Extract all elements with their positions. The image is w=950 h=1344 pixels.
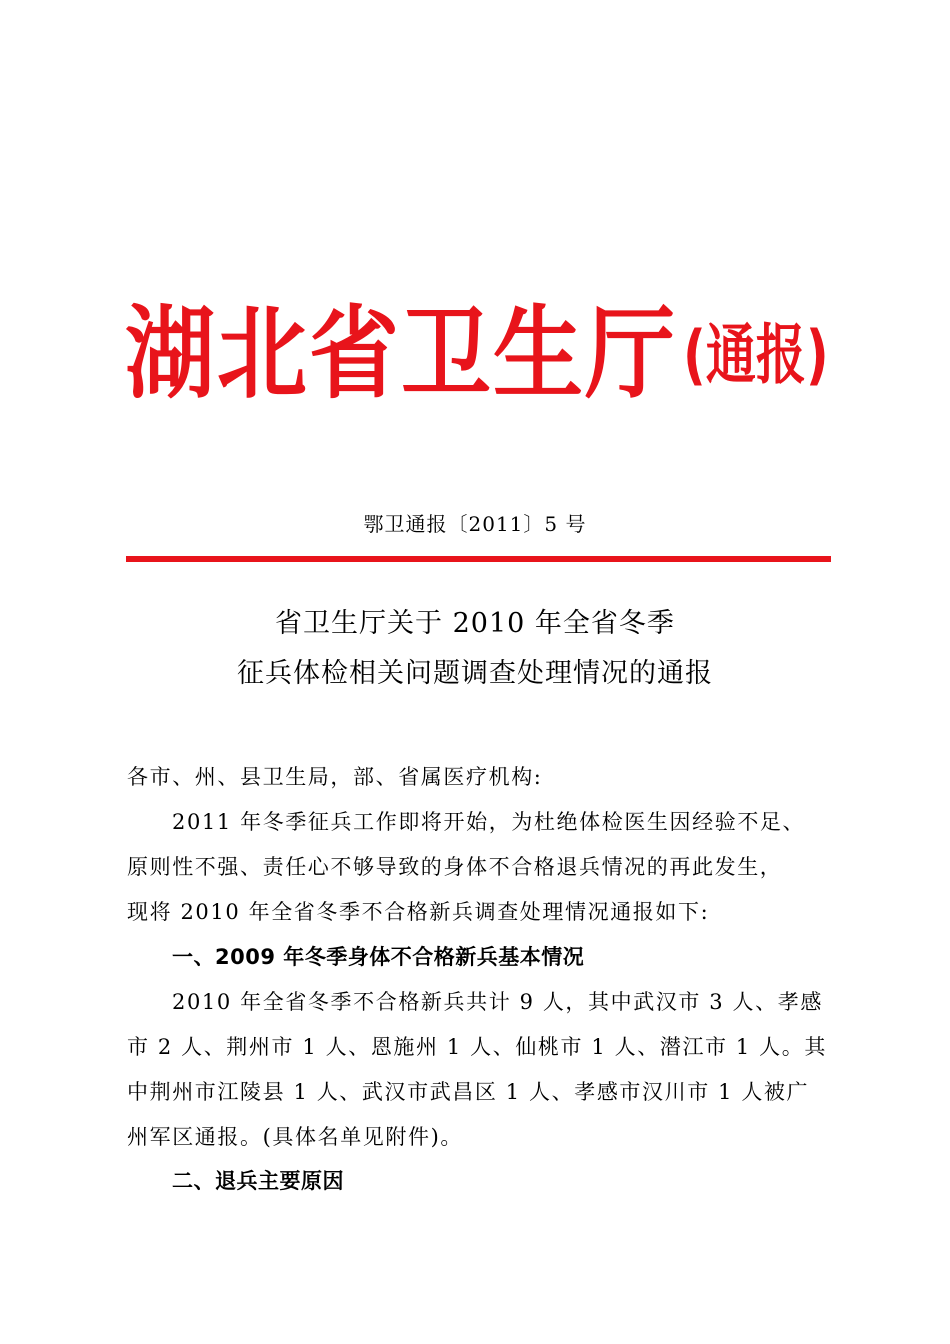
document-number: 鄂卫通报〔2011〕5 号 [363, 512, 587, 536]
paragraph-2-line: 州军区通报。(具体名单见附件)。 [127, 1125, 463, 1149]
issuing-organization: 湖北省卫生厅 [125, 295, 677, 414]
document-title-line-2: 征兵体检相关问题调查处理情况的通报 [237, 658, 713, 689]
red-divider-line [126, 556, 831, 562]
salutation: 各市、州、县卫生局，部、省属医疗机构: [127, 765, 543, 789]
paragraph-2-line: 中荆州市江陵县 1 人、武汉市武昌区 1 人、孝感市汉川市 1 人被广 [127, 1080, 810, 1104]
paragraph-2-line: 市 2 人、荆州市 1 人、恩施州 1 人、仙桃市 1 人、潜江市 1 人。其 [127, 1035, 827, 1059]
document-type-label: (通报) [683, 317, 829, 393]
paragraph-1-line: 2011 年冬季征兵工作即将开始，为杜绝体检医生因经验不足、 [172, 810, 806, 834]
section-1-heading: 一、2009 年冬季身体不合格新兵基本情况 [172, 945, 585, 969]
document-header [125, 295, 845, 420]
paragraph-1-line: 现将 2010 年全省冬季不合格新兵调查处理情况通报如下: [127, 900, 710, 924]
paragraph-1-line: 原则性不强、责任心不够导致的身体不合格退兵情况的再此发生， [127, 855, 783, 879]
document-title-line-1: 省卫生厅关于 2010 年全省冬季 [275, 608, 675, 639]
paragraph-2-line: 2010 年全省冬季不合格新兵共计 9 人，其中武汉市 3 人、孝感 [172, 990, 823, 1014]
section-2-heading: 二、退兵主要原因 [172, 1169, 344, 1193]
